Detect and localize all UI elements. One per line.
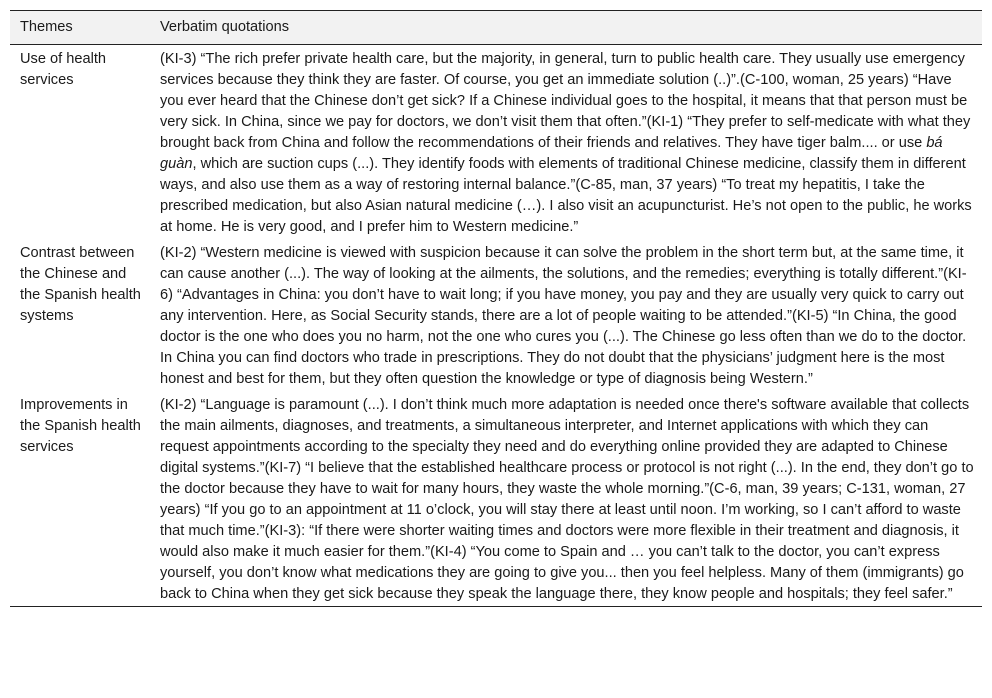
theme-cell: Use of health services (20, 51, 106, 88)
table-row (10, 45, 982, 240)
theme-cell: Improvements in the Spanish health services (20, 397, 141, 455)
header-themes: Themes (20, 19, 73, 35)
quote-cell: (KI-2) “Language is paramount (...). I don’t think much more adaptation is needed once there's software available that collects the main ailments, diagnoses, and treatments, a simultaneous interpreter, and Internet applications with which they can request appointments according to the specialty they need and do everything online provided they are adapted to Chinese digital systems.”(KI-7) “I believe that the established healthcare process or protocol is not right (...). In the end, they don’t go to the doctor because they have to wait for many hours, they waste the whole morning.”(C-6, man, 39 years; C-131, woman, 27 years) “If you go to an appointment at 11 o’clock, you will stay there at least until noon. I’m working, so I can’t afford to waste that much time.”(KI-3): “If there were shorter waiting times and doctors were more flexible in their treatment and diagnosis, it would also make it much easier for them.”(KI-4) “You come to Spain and … you can’t talk to the doctor, you can’t express yourself, you don’t know what medications they are going to give you... then you feel helpless. Many of them (immigrants) go back to China when they get sick because they speak the language there, they know people and hospitals; they feel safer.” (160, 397, 974, 602)
header-row (10, 11, 982, 45)
theme-cell: Contrast between the Chinese and the Spanish health systems (20, 245, 141, 324)
table-row (10, 239, 982, 391)
quotations-table (10, 10, 982, 607)
table-body (10, 45, 982, 607)
quote-text: (KI-3) “The rich prefer private health care, but the majority, in general, turn to public health care. They usually use emergency services because they think they are faster. Of course, you get an immediate solution (..)”.(C-100, woman, 25 years) “Have you ever heard that the Chinese don’t get sick? If a Chinese individual goes to the hospital, it means that that person must be very sick. In China, since we pay for doctors, we don’t visit them that often.”(KI-1) “They prefer to self-medicate with what they brought back from China and follow the recommendations of their friends and relatives. They have tiger balm.... or use (160, 51, 971, 151)
table-row (10, 391, 982, 607)
table-header (10, 11, 982, 45)
quotations-table-container (10, 10, 982, 607)
quote-cell (150, 45, 982, 240)
header-verbatim-quotations: Verbatim quotations (160, 19, 289, 35)
quote-text: , which are suction cups (...). They identify foods with elements of traditional Chinese medicine, classify them in different ways, and also use them as a way of restoring internal balance.”(C-85, man, 37 years) “To treat my hepatitis, I take the prescribed medication, but also Asian natural medicine (…). I also visit an acupuncturist. He’s not open to the public, he works at home. He is very good, and I prefer him to Western medicine.” (160, 156, 972, 235)
quote-italic-term: bá guàn (160, 135, 943, 172)
quote-cell: (KI-2) “Western medicine is viewed with suspicion because it can solve the problem in the short term but, at the same time, it can cause another (...). The way of looking at the ailments, the solutions, and the remedies; everything is totally different.”(KI-6) “Advantages in China: you don’t have to wait long; if you have money, you pay and they are usually very quick to carry out any intervention. Here, as Social Security stands, there are a lot of people waiting to be attended.”(KI-5) “In China, the good doctor is the one who does you no harm, not the one who cures you (...). The Chinese go less often than we do to the doctor. In China you can find doctors who trade in prescriptions. They do not doubt that the physicians’ judgment here is the most honest and best for them, but they often question the knowledge or type of diagnosis being Western.” (160, 245, 967, 387)
